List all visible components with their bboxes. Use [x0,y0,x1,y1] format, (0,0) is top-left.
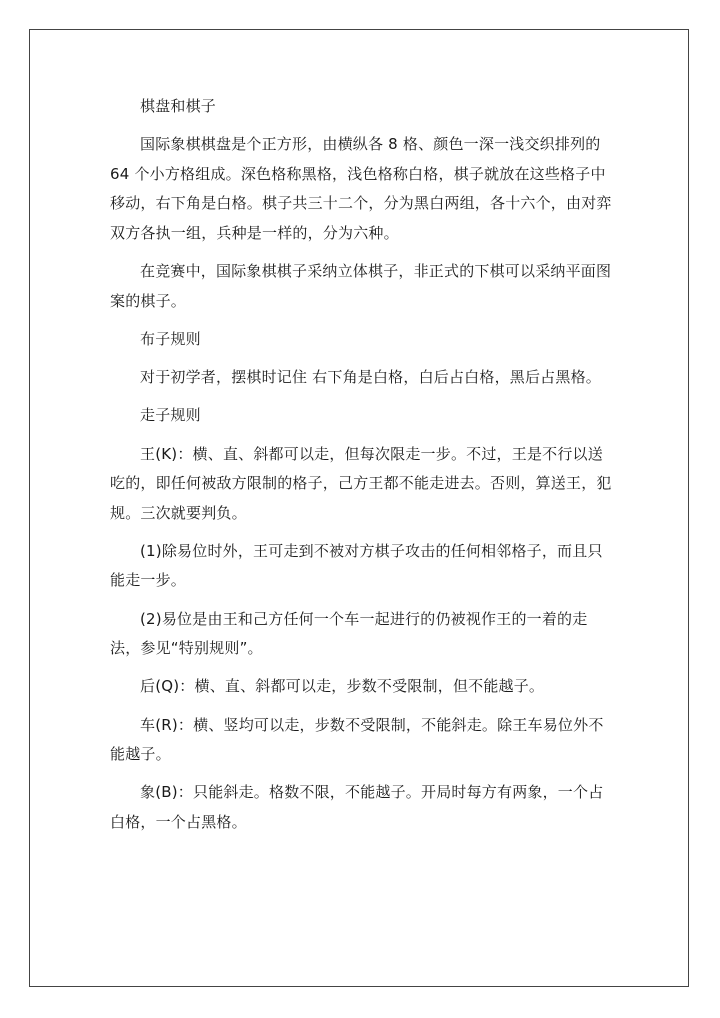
paragraph-board-description: 国际象棋棋盘是个正方形，由横纵各 8 格、颜色一深一浅交织排列的 64 个小方格组成。深色格称黑格，浅色格称白格，棋子就放在这些格子中移动，右下角是白格。棋子共三十二个，分为黑白两组，各十六个，由对弈双方各执一组，兵种是一样的，分为六种。 [110,135,612,242]
document-body [110,92,616,838]
paragraph-competition-pieces: 在竞赛中，国际象棋棋子采纳立体棋子，非正式的下棋可以采纳平面图案的棋子。 [110,262,612,310]
heading-board-and-pieces: 棋盘和棋子 [140,97,217,115]
paragraph-king-rule-2: (2)易位是由王和己方任何一个车一起进行的仍被视作王的一着的走法，参见“特别规则”。 [110,609,588,658]
paragraph-king-rule: 王(K)：横、直、斜都可以走，但每次限走一步。不过，王是不行以送吃的，即任何被敌方限制的格子，己方王都不能走进去。否则，算送王，犯规。三次就要判负。 [110,444,612,522]
paragraph-rook-rule: 车(R)：横、竖均可以走，步数不受限制，不能斜走。除王车易位外不能越子。 [110,715,604,764]
paragraph-queen-rule: 后(Q)：横、直、斜都可以走，步数不受限制，但不能越子。 [140,677,545,696]
heading-movement-rules: 走子规则 [140,406,201,425]
paragraph-setup-tip: 对于初学者，摆棋时记住 右下角是白格，白后占白格，黑后占黑格。 [140,368,601,387]
heading-setup-rules: 布子规则 [140,329,201,348]
paragraph-king-rule-1: (1)除易位时外，王可走到不被对方棋子攻击的任何相邻格子，而且只能走一步。 [110,541,603,590]
paragraph-bishop-rule: 象(B)：只能斜走。格数不限，不能越子。开局时每方有两象，一个占白格，一个占黑格。 [110,783,604,831]
